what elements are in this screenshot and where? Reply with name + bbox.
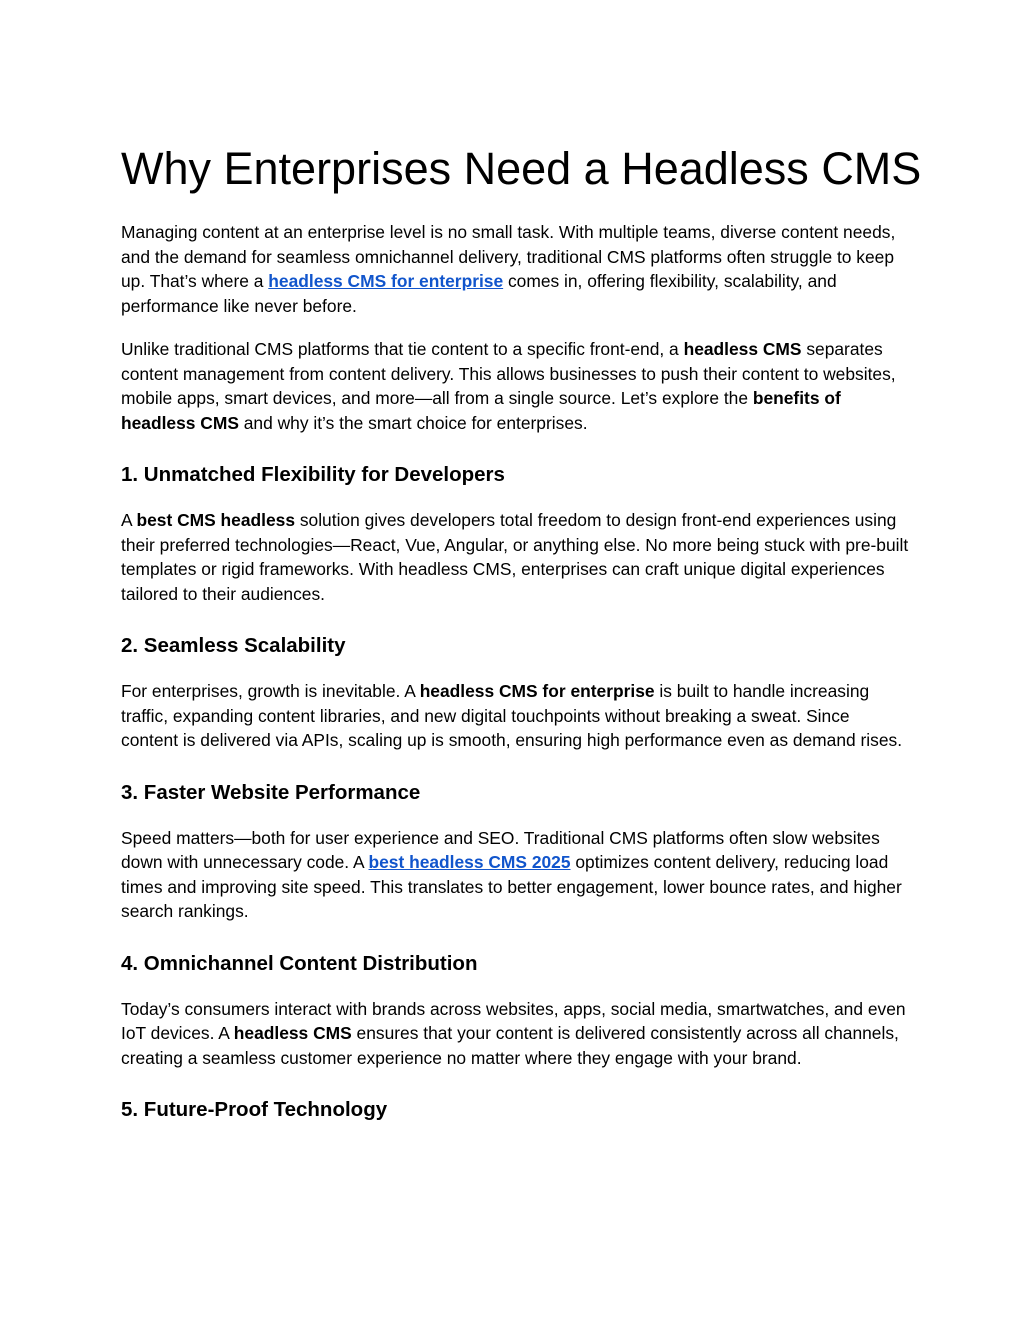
text-run: A	[121, 510, 137, 530]
section-paragraph-1	[121, 508, 911, 606]
text-run: optimizes content delivery, reducing load times and improving site speed. This translates to better engagement, lower bounce rates, and higher search rankings.	[121, 852, 902, 921]
page-title: Why Enterprises Need a Headless CMS	[121, 143, 922, 194]
text-run: is built to handle increasing traffic, expanding content libraries, and new digital touchpoints without breaking a sweat. Since content is delivered via APIs, scaling up is smooth, ensuring high performance even as demand rises.	[121, 681, 903, 750]
document-page	[121, 140, 922, 1143]
section-heading-3: 3. Faster Website Performance	[121, 780, 421, 804]
bold-text: headless CMS for enterprise	[419, 681, 655, 701]
bold-text: benefits of headless CMS	[121, 388, 841, 433]
intro-paragraph-1	[121, 220, 911, 318]
text-run: separates content management from content delivery. This allows businesses to push their content to websites, mobile apps, smart devices, and more—all from a single source. Let’s explore the	[121, 339, 896, 408]
intro-paragraph-2	[121, 337, 911, 435]
text-run: Speed matters—both for user experience and SEO. Traditional CMS platforms often slow websites down with unnecessary code. A	[121, 827, 880, 872]
text-run: Unlike traditional CMS platforms that tie content to a specific front-end, a	[121, 339, 684, 359]
section-heading-5: 5. Future-Proof Technology	[121, 1098, 388, 1121]
text-run: comes in, offering flexibility, scalability, and performance like never before.	[121, 271, 837, 316]
section-paragraph-2	[121, 679, 911, 753]
text-run: Today’s consumers interact with brands across websites, apps, social media, smartwatches, and even IoT devices. A	[121, 998, 906, 1043]
section-paragraph-3	[121, 826, 911, 924]
bold-text: headless CMS	[233, 1023, 352, 1043]
text-run: solution gives developers total freedom to design front-end experiences using their preferred technologies—React, Vue, Angular, or anything else. No more being stuck with pre-built templates or rigid frameworks. With headless CMS, enterprises can craft unique digital experiences tailored to their audiences.	[121, 510, 909, 604]
headless-cms-enterprise-link[interactable]: headless CMS for enterprise	[268, 271, 504, 291]
text-run: ensures that your content is delivered consistently across all channels, creating a seamless customer experience no matter where they engage with your brand.	[121, 1023, 899, 1068]
section-heading-2: 2. Seamless Scalability	[121, 634, 346, 657]
best-headless-cms-2025-link[interactable]: best headless CMS 2025	[368, 852, 571, 872]
text-run: and why it’s the smart choice for enterprises.	[238, 412, 588, 433]
section-heading-4: 4. Omnichannel Content Distribution	[121, 951, 478, 975]
section-paragraph-4	[121, 997, 911, 1071]
text-run: Managing content at an enterprise level is no small task. With multiple teams, diverse content needs, and the demand for seamless omnichannel delivery, traditional CMS platforms often struggle to keep up. That’s where a	[121, 222, 896, 291]
section-heading-1: 1. Unmatched Flexibility for Developers	[121, 463, 505, 486]
bold-text: headless CMS	[683, 339, 802, 359]
text-run: For enterprises, growth is inevitable. A	[121, 681, 420, 701]
bold-text: best CMS headless	[136, 510, 295, 530]
